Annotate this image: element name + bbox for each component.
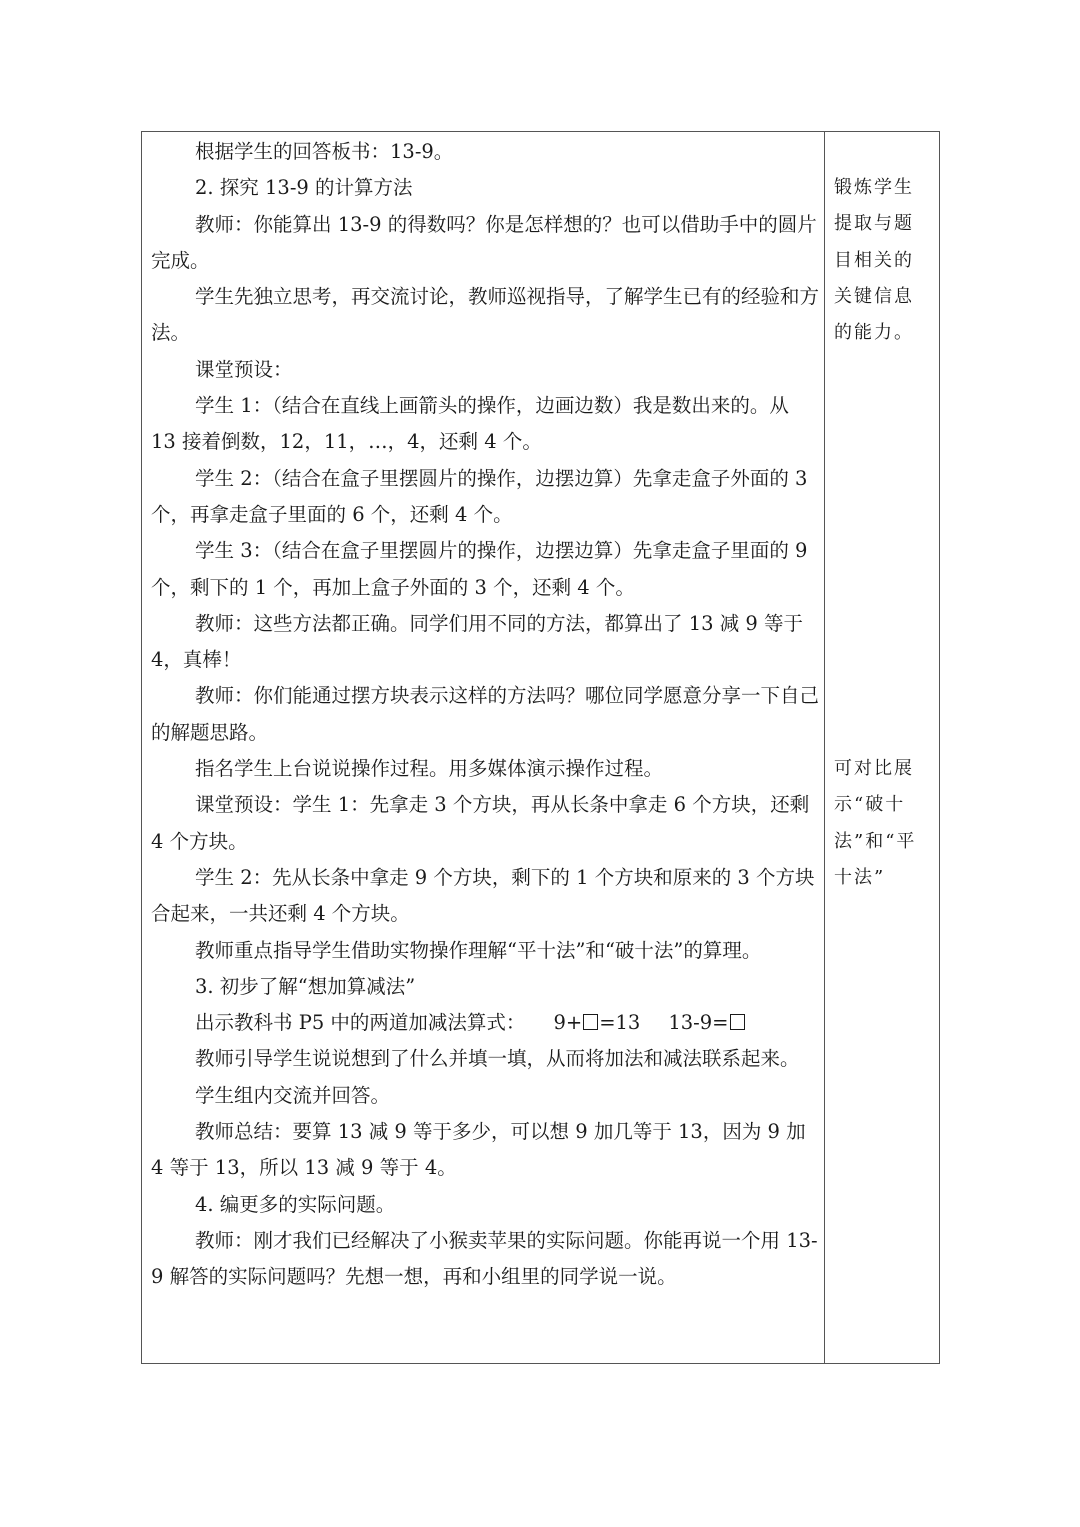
paragraph: 学生先独立思考，再交流讨论，教师巡视指导，了解学生已有的经验和方法。 xyxy=(151,285,820,345)
paragraph: 课堂预设：学生 1：先拿走 3 个方块，再从长条中拿走 6 个方块，还剩 4 个方块。 xyxy=(151,793,810,853)
side-note xyxy=(834,170,930,351)
paragraph: 教师：你能算出 13-9 的得数吗？你是怎样想的？也可以借助手中的圆片完成。 xyxy=(151,212,817,272)
section-heading: 3. 初步了解“想加算减法” xyxy=(195,974,416,998)
equation-intro: 出示教科书 P5 中的两道加减法算式： xyxy=(195,1011,526,1035)
paragraph: 教师：你们能通过摆方块表示这样的方法吗？哪位同学愿意分享一下自己的解题思路。 xyxy=(151,684,820,744)
paragraph: 指名学生上台说说操作过程。用多媒体演示操作过程。 xyxy=(195,757,664,781)
equation-2: 13-9= xyxy=(668,1011,729,1035)
paragraph: 课堂预设： xyxy=(195,357,293,381)
paragraph: 学生 3：（结合在盒子里摆圆片的操作，边摆边算）先拿走盒子里面的 9 个，剩下的 1 个，再加上盒子外面的 3 个，还剩 4 个。 xyxy=(151,539,808,599)
column-divider xyxy=(824,131,825,1364)
equation-paragraph xyxy=(151,1005,819,1041)
blank-box xyxy=(583,1014,598,1030)
paragraph: 教师重点指导学生借助实物操作理解“平十法”和“破十法”的算理。 xyxy=(195,938,762,962)
side-note xyxy=(834,751,930,896)
paragraph: 学生组内交流并回答。 xyxy=(195,1083,391,1107)
paragraph: 根据学生的回答板书：13-9。 xyxy=(195,140,454,163)
equation-1-right: =13 xyxy=(599,1011,641,1035)
paragraph: 教师总结：要算 13 减 9 等于多少，可以想 9 加几等于 13，因为 9 加 4 等于 13，所以 13 减 9 等于 4。 xyxy=(151,1120,806,1180)
paragraph: 教师：这些方法都正确。同学们用不同的方法，都算出了 13 减 9 等于 4，真棒！ xyxy=(151,611,804,672)
section-heading: 4. 编更多的实际问题。 xyxy=(195,1192,396,1216)
section-heading: 2. 探究 13-9 的计算方法 xyxy=(195,176,413,200)
side-note-text: 锻炼学生提取与题目相关的关键信息的能力。 xyxy=(834,177,914,344)
paragraph: 学生 2：（结合在盒子里摆圆片的操作，边摆边算）先拿走盒子外面的 3 个，再拿走盒子里面的 6 个，还剩 4 个。 xyxy=(151,466,808,526)
side-note-text: 可对比展示“破十法”和“平十法” xyxy=(834,758,917,888)
main-column xyxy=(151,134,819,1296)
blank-box xyxy=(730,1014,745,1030)
paragraph: 教师引导学生说说想到了什么并填一填，从而将加法和减法联系起来。 xyxy=(195,1047,800,1071)
equation-1-left: 9+ xyxy=(553,1011,583,1035)
paragraph: 教师：刚才我们已经解决了小猴卖苹果的实际问题。你能再说一个用 13-9 解答的实际问题吗？先想一想，再和小组里的同学说一说。 xyxy=(151,1228,818,1289)
paragraph: 学生 1：（结合在直线上画箭头的操作，边画边数）我是数出来的。从 13 接着倒数，12，11，…，4，还剩 4 个。 xyxy=(151,394,789,454)
paragraph: 学生 2：先从长条中拿走 9 个方块，剩下的 1 个方块和原来的 3 个方块合起来，一共还剩 4 个方块。 xyxy=(151,865,815,926)
